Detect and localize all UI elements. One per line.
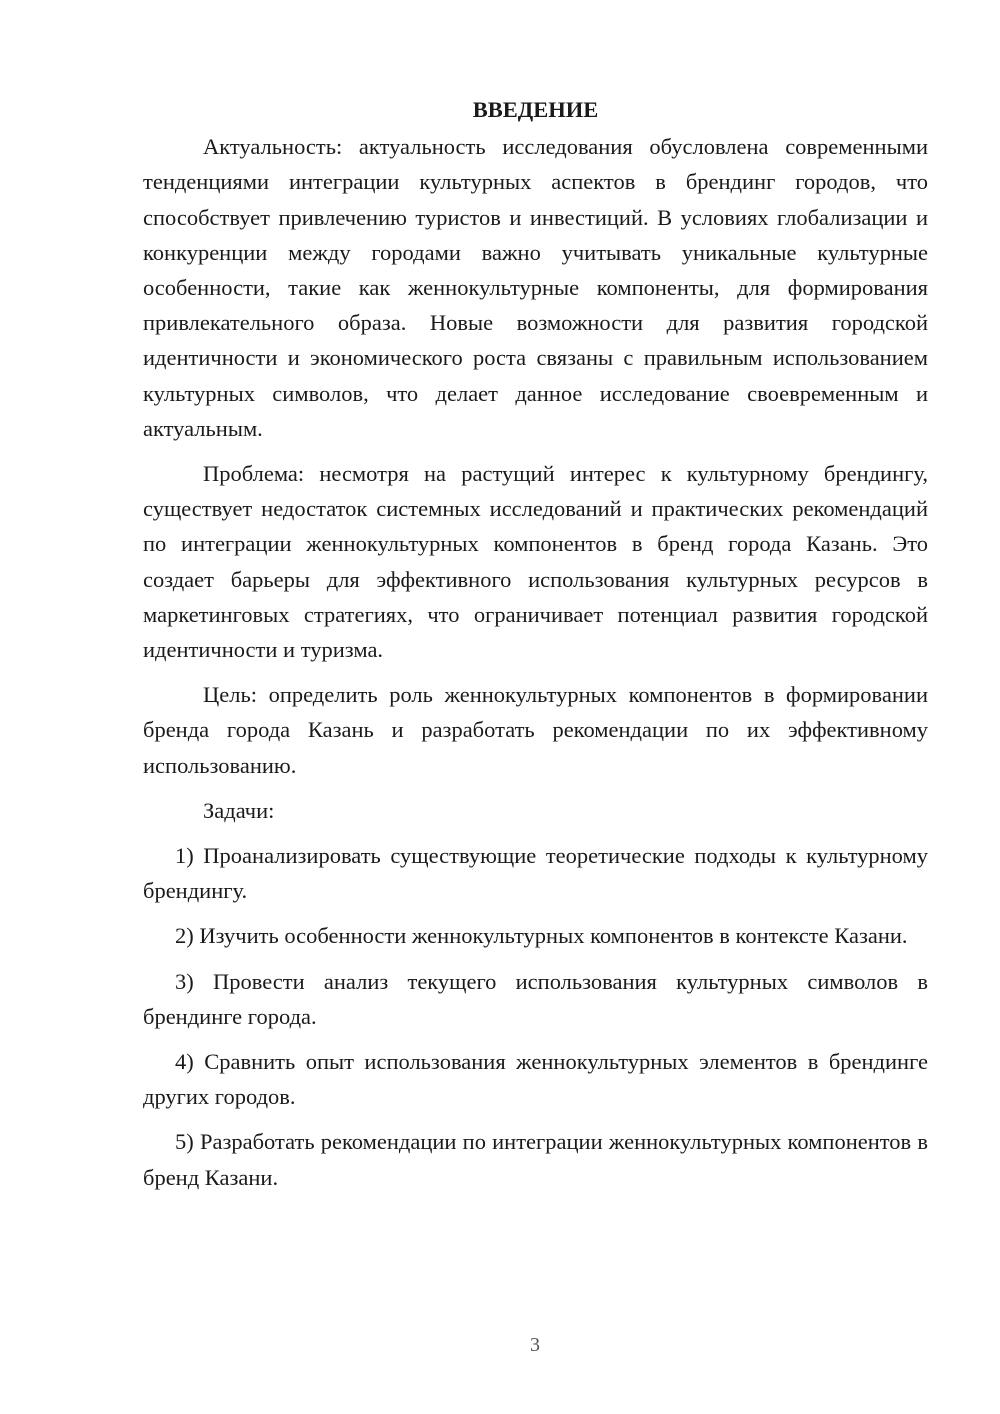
task-item: 2) Изучить особенности женнокультурных компонентов в контексте Казани. (175, 923, 908, 949)
task-item: 4) Сравнить опыт использования женнокультурных элементов в брендинге других городов. (143, 1049, 928, 1110)
problem-paragraph: Проблема: несмотря на растущий интерес к культурному брендингу, существует недостаток системных исследований и практических рекомендаций по интеграции женнокультурных компонентов в бренд города Казань. Это создает барьеры для эффективного использования культурных ресурсов в маркетинговых стратегиях, что ограничивает потенциал развития городской идентичности и туризма. (143, 461, 928, 663)
relevance-paragraph: Актуальность: актуальность исследования обусловлена современными тенденциями интеграции культурных аспектов в брендинг городов, что способствует привлечению туристов и инвестиций. В условиях глобализации и конкуренции между городами важно учитывать уникальные культурные особенности, такие как женнокультурные компоненты, для формирования привлекательного образа. Новые возможности для развития городской идентичности и экономического роста связаны с правильным использованием культурных символов, что делает данное исследование своевременным и актуальным. (143, 134, 928, 441)
page-number: 3 (530, 1334, 540, 1356)
tasks-label: Задачи: (203, 797, 275, 823)
task-item: 5) Разработать рекомендации по интеграции женнокультурных компонентов в бренд Казани. (143, 1129, 928, 1190)
task-item: 3) Провести анализ текущего использования культурных символов в брендинге города. (143, 968, 928, 1029)
task-item: 1) Проанализировать существующие теоретические подходы к культурному брендингу. (143, 843, 928, 904)
section-heading: ВВЕДЕНИЕ (472, 97, 599, 122)
document-page (143, 92, 928, 1205)
goal-paragraph: Цель: определить роль женнокультурных компонентов в формировании бренда города Казань и разработать рекомендации по их эффективному использованию. (143, 682, 928, 778)
